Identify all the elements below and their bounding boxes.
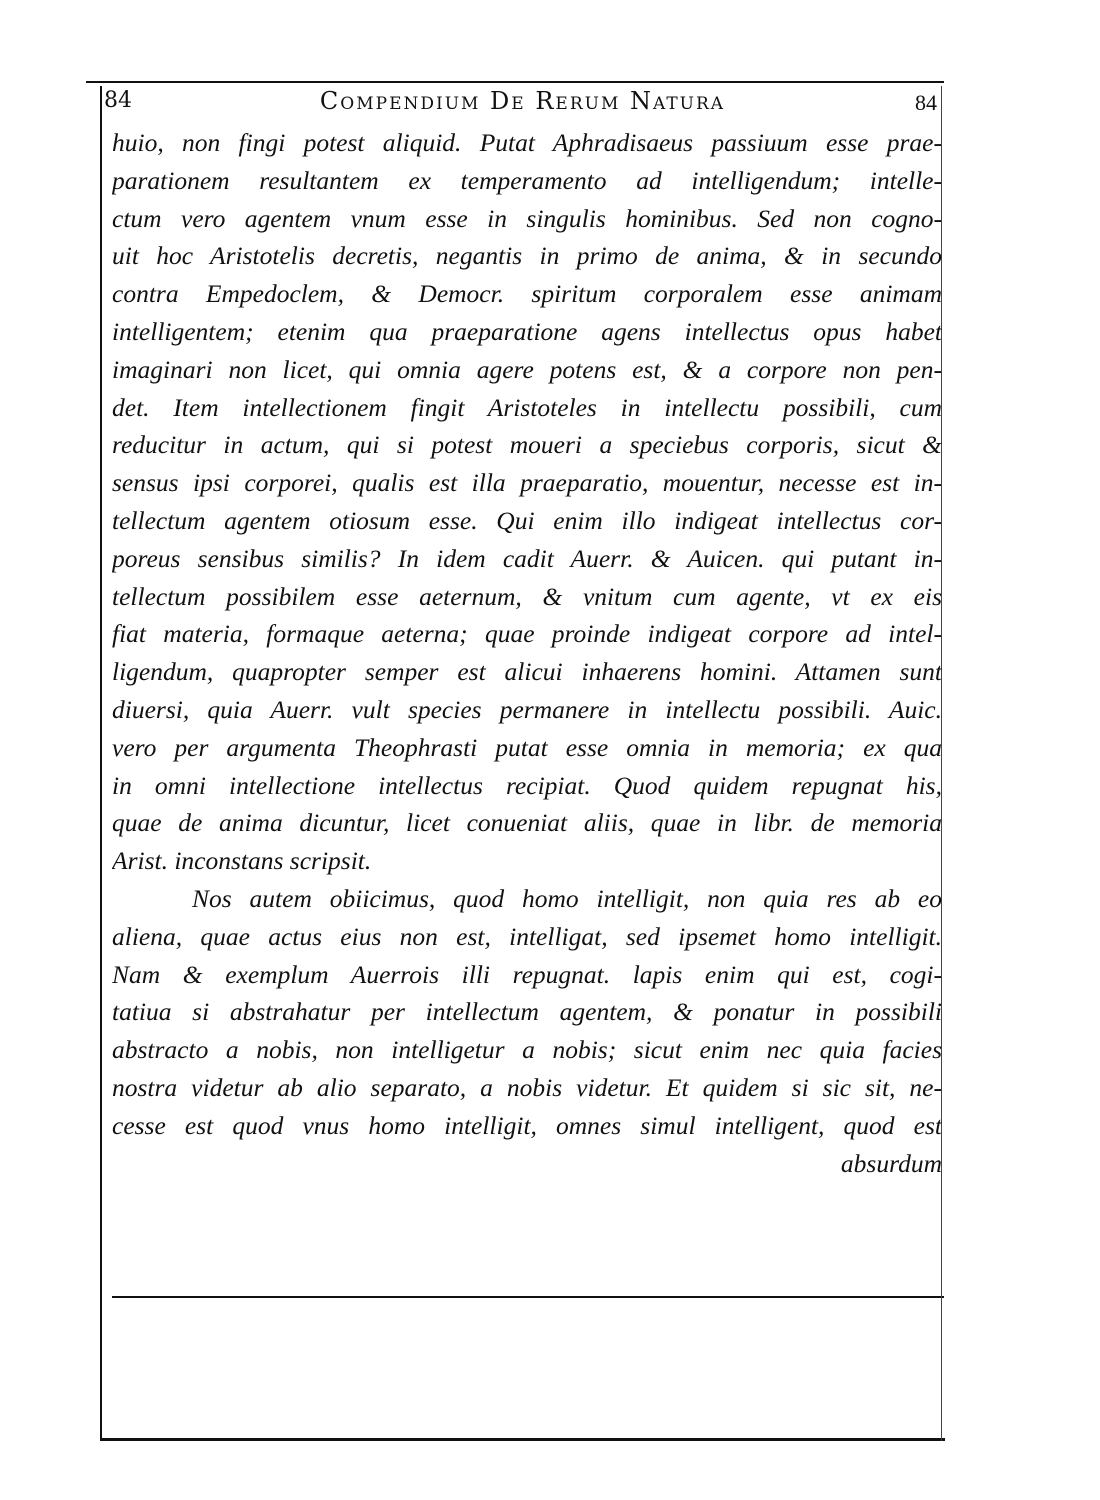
text-line: huio, non fingi potest aliquid. Putat Aphradisaeus passiuum esse prae- — [112, 128, 942, 157]
text-line: abstracto a nobis, non intelligetur a nobis; sicut enim nec quia facies — [112, 1035, 942, 1065]
text-line: det. Item intellectionem fingit Aristoteles in intellectu possibili, cum — [112, 392, 942, 422]
text-line: poreus sensibus similis? In idem cadit Auerr. & Auicen. qui putant in- — [112, 543, 942, 573]
footer-rule-upper — [112, 1296, 944, 1298]
text-line: intelligentem; etenim qua praeparatione agens intellectus opus habet — [112, 316, 942, 346]
text-line: quae de anima dicuntur, licet conueniat aliis, quae in libr. de memoria — [112, 808, 942, 838]
text-line: nostra videtur ab alio separato, a nobis videtur. Et quidem si sic sit, ne- — [112, 1072, 942, 1102]
text-line: imaginari non licet, qui omnia agere potens est, & a corpore non pen- — [112, 354, 942, 384]
text-line: aliena, quae actus eius non est, intelligat, sed ipsemet homo intelligit. — [112, 921, 942, 951]
running-title: Compendium De Rerum Natura — [319, 87, 726, 115]
text-line: Arist. inconstans scripsit. — [112, 846, 372, 876]
page-number-left: 84 — [104, 88, 132, 113]
text-line: Nam & exemplum Auerrois illi repugnat. lapis enim qui est, cogi- — [112, 959, 942, 989]
text-line: cesse est quod vnus homo intelligit, omnes simul intelligent, quod est — [112, 1110, 942, 1140]
text-line: Nos autem obiicimus, quod homo intelligit, non quia res ab eo — [192, 883, 942, 913]
text-line: sensus ipsi corporei, qualis est illa praeparatio, mouentur, necesse est in- — [112, 468, 942, 498]
text-line: tellectum agentem otiosum esse. Qui enim illo indigeat intellectus cor- — [112, 505, 942, 535]
text-line: reducitur in actum, qui si potest moueri a speciebus corporis, sicut & — [112, 430, 942, 460]
text-line: diuersi, quia Auerr. vult species permanere in intellectu possibili. Auic. — [112, 694, 942, 724]
page-number-right: 84 — [915, 90, 937, 115]
text-line: fiat materia, formaque aeterna; quae proinde indigeat corpore ad intel- — [112, 619, 942, 649]
page-header — [100, 84, 945, 118]
text-line: parationem resultantem ex temperamento ad intelligendum; intelle- — [112, 165, 942, 195]
header-rule — [86, 81, 944, 83]
body-text — [112, 124, 942, 1182]
left-margin-rule — [100, 86, 102, 1441]
text-line: ligendum, quapropter semper est alicui inhaerens homini. Attamen sunt — [112, 657, 942, 687]
text-line: vero per argumenta Theophrasti putat esse omnia in memoria; ex qua — [112, 732, 942, 762]
text-line: ctum vero agentem vnum esse in singulis hominibus. Sed non cogno- — [112, 203, 942, 233]
text-line: contra Empedoclem, & Democr. spiritum corporalem esse animam — [112, 279, 942, 309]
text-line: uit hoc Aristotelis decretis, negantis in primo de anima, & in secundo — [112, 241, 942, 271]
text-line: tatiua si abstrahatur per intellectum agentem, & ponatur in possibili — [112, 997, 942, 1027]
footer-rule-lower — [100, 1438, 945, 1441]
catchword: absurdum — [840, 1148, 942, 1178]
text-line: in omni intellectione intellectus recipiat. Quod quidem repugnat his, — [112, 770, 942, 800]
text-line: tellectum possibilem esse aeternum, & vnitum cum agente, vt ex eis — [112, 581, 942, 611]
